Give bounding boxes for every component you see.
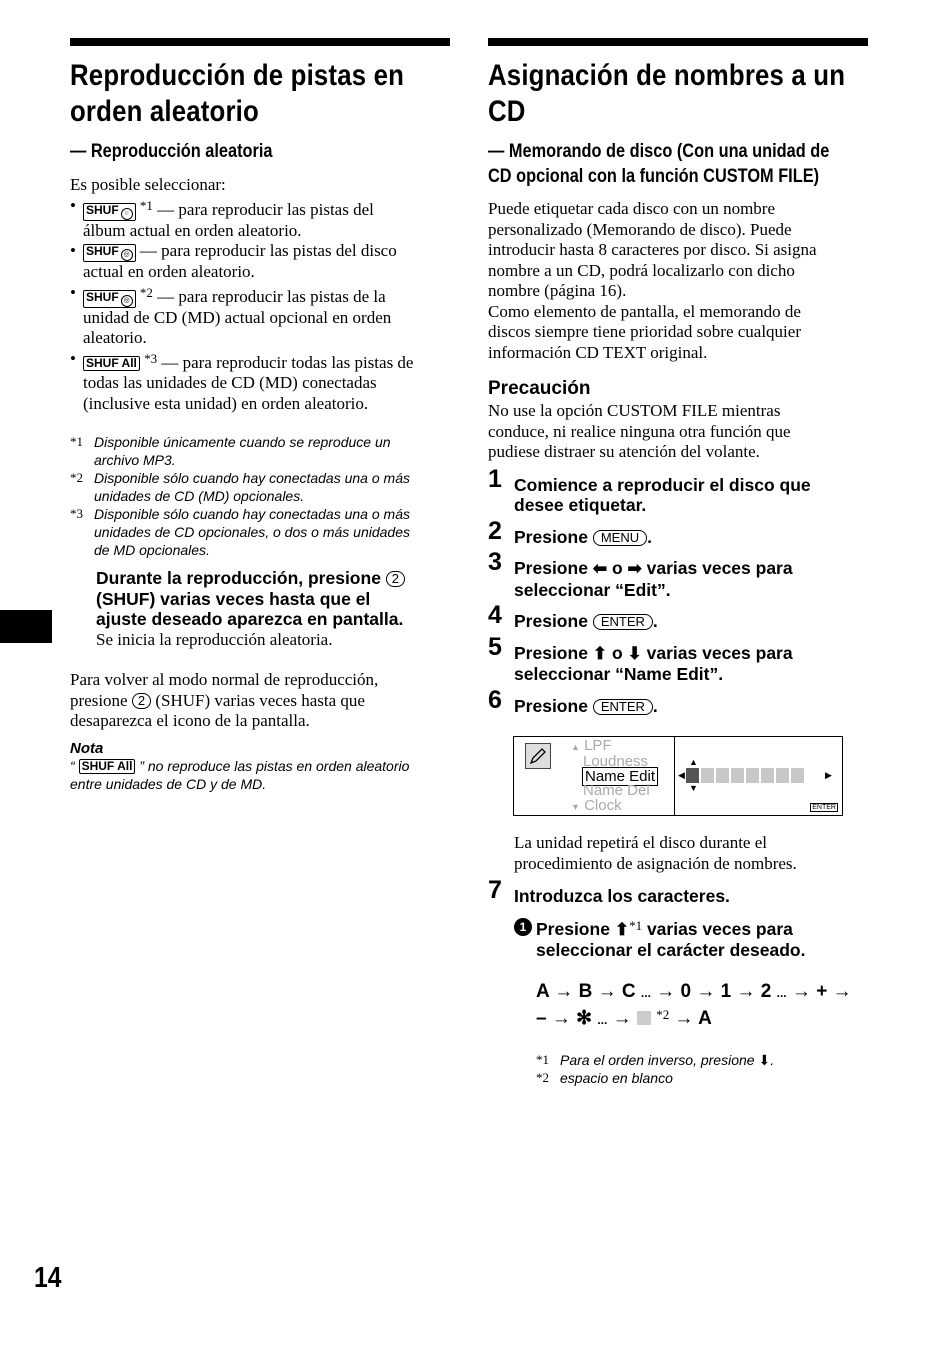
key-2: 2 bbox=[386, 571, 405, 587]
asterisk-icon: ✻ bbox=[576, 1007, 593, 1029]
right-subtitle: — Memorando de disco (Con una unidad de CD opcional con la función CUSTOM FILE) bbox=[488, 141, 830, 187]
menu-key: MENU bbox=[593, 530, 647, 546]
precaucion-text: No use la opción CUSTOM FILE mientras conduce, ni realice ninguna otra función que pudiese distraer su atención del volante. bbox=[488, 401, 791, 461]
precaucion-title: Precaución bbox=[488, 378, 591, 399]
section-tab bbox=[0, 610, 52, 643]
nota-title: Nota bbox=[70, 739, 104, 757]
menu-item: Loudness bbox=[583, 752, 649, 770]
substep-1: 1 Presione ⬆$^{*1}$ varias veces para seleccionar el carácter deseado. bbox=[488, 916, 868, 961]
menu-item-selected: Name Edit bbox=[571, 770, 658, 785]
nota-text: “ SHUF All ” no reproduce las pistas en orden aleatorio entre unidades de CD y de MD. bbox=[70, 757, 410, 792]
right-arrow-icon: ▶ bbox=[825, 770, 832, 780]
step-7: 7 Introduzca los caracteres. bbox=[488, 876, 730, 906]
list-item: • SHUF ○ $^{*1}$ — para reproducir las pistas del álbum actual en orden aleatorio. bbox=[70, 196, 450, 242]
display-illustration bbox=[513, 736, 843, 816]
display-caption: La unidad repetirá el disco durante el procedimiento de asignación de nombres. bbox=[514, 833, 797, 873]
step-6: 6 Presione ENTER . bbox=[488, 685, 658, 716]
shuf-album-key: SHUF ○ bbox=[83, 203, 136, 221]
list-item: • SHUF ◎ $^{*2}$ — para reproducir las pistas de la unidad de CD (MD) actual opcional en orden aleatorio. bbox=[70, 283, 450, 349]
list-item: • SHUF ◎ — para reproducir las pistas del disco actual en orden aleatorio. bbox=[70, 241, 450, 283]
changer-icon: ◎ bbox=[121, 295, 133, 307]
up-arrow-icon: ⬆ bbox=[592, 643, 608, 663]
down-arrow-icon: ⬇ bbox=[758, 1051, 771, 1068]
number-badge: 1 bbox=[514, 918, 532, 936]
step-2: 2 Presione MENU . bbox=[488, 516, 652, 547]
right-title: Asignación de nombres a un CD bbox=[488, 59, 846, 128]
up-arrow-icon: ⬆ bbox=[614, 919, 630, 939]
left-arrow-icon: ⬅ bbox=[592, 559, 608, 578]
footnote: *1 Para el orden inverso, presione ⬇. bbox=[536, 1051, 775, 1068]
shuf-all-key: SHUF All bbox=[79, 759, 136, 774]
intro-text: Es posible seleccionar: bbox=[70, 175, 226, 194]
album-icon: ○ bbox=[121, 208, 133, 220]
menu-item: ▲ LPF bbox=[571, 737, 612, 754]
blank-space-icon bbox=[637, 1011, 651, 1025]
menu-item: Name Del bbox=[583, 782, 650, 800]
intro-paragraph: Puede etiquetar cada disco con un nombre personalizado (Memorando de disco). Puede introducir hasta 8 caracteres por disco. Si asigna nombre a un CD, podrá localizarlo con dicho nombre (página 16). Como elemento de pantalla, el memorando de discos siempre tiene prioridad sobre cualquier información CD TEXT original. bbox=[488, 199, 817, 362]
instruction: Durante la reproducción, presione 2 (SHUF) varias veces hasta que el ajuste deseado aparezca en pantalla. Se inicia la reproducción aleatoria. bbox=[70, 568, 450, 650]
character-sequence: A → B → C ... → 0 → 1 → 2 ... → + → – → ✻ ... → $^{*2}$ → A bbox=[536, 980, 852, 1029]
left-arrow-icon: ◀ bbox=[678, 770, 685, 780]
footnote: *2 espacio en blanco bbox=[536, 1069, 673, 1086]
shuf-changer-key: SHUF ◎ bbox=[83, 290, 136, 308]
pencil-icon bbox=[525, 743, 551, 769]
step-4: 4 Presione ENTER . bbox=[488, 601, 658, 631]
right-column bbox=[488, 38, 868, 1087]
shuf-disc-key: SHUF ◎ bbox=[83, 244, 136, 262]
left-subtitle: — Reproducción aleatoria bbox=[70, 141, 273, 162]
title-rule bbox=[70, 38, 450, 46]
character-cells bbox=[686, 768, 806, 788]
enter-key: ENTER bbox=[593, 699, 653, 715]
disc-icon: ◎ bbox=[121, 249, 133, 261]
footnote: *3 Disponible sólo cuando hay conectadas una o más unidades de CD opcionales, o dos o más unidades de MD opcionales. bbox=[70, 506, 410, 558]
menu-item: ▼ Clock bbox=[571, 797, 622, 815]
return-text: Para volver al modo normal de reproducción, presione 2 (SHUF) varias veces hasta que desaparezca el icono de la pantalla. bbox=[70, 670, 379, 730]
left-title: Reproducción de pistas en orden aleatorio bbox=[70, 59, 405, 128]
right-arrow-icon: ➡ bbox=[627, 559, 642, 578]
step-3: 3 Presione ⬅ o ➡ varias veces para seleccionar “Edit”. bbox=[488, 548, 793, 600]
step-1: 1 Comience a reproducir el disco que desee etiquetar. bbox=[488, 464, 811, 515]
enter-key: ENTER bbox=[593, 614, 653, 630]
step-5: 5 Presione ⬆ o ⬇ varias veces para seleccionar “Name Edit”. bbox=[488, 632, 793, 684]
up-arrow-icon: ▲ bbox=[689, 757, 698, 767]
page-number: 14 bbox=[34, 1262, 62, 1294]
shuf-all-key: SHUF All bbox=[83, 356, 140, 371]
footnote: *2 Disponible sólo cuando hay conectadas una o más unidades de CD (MD) opcionales. bbox=[70, 470, 410, 504]
display-divider bbox=[674, 737, 675, 815]
left-column bbox=[70, 38, 450, 793]
key-2: 2 bbox=[132, 693, 151, 709]
title-rule bbox=[488, 38, 868, 46]
down-arrow-icon: ▼ bbox=[689, 783, 698, 793]
footnote: *1 Disponible únicamente cuando se reproduce un archivo MP3. bbox=[70, 434, 391, 468]
list-item: • SHUF All $^{*3}$ — para reproducir todas las pistas de todas las unidades de CD (MD) conectadas (inclusive esta unidad) en orden aleatorio. bbox=[70, 349, 450, 415]
display-menu bbox=[571, 739, 658, 815]
down-arrow-icon: ⬇ bbox=[627, 643, 642, 663]
instruction-result: Se inicia la reproducción aleatoria. bbox=[96, 629, 333, 649]
enter-indicator: ENTER bbox=[812, 804, 836, 811]
